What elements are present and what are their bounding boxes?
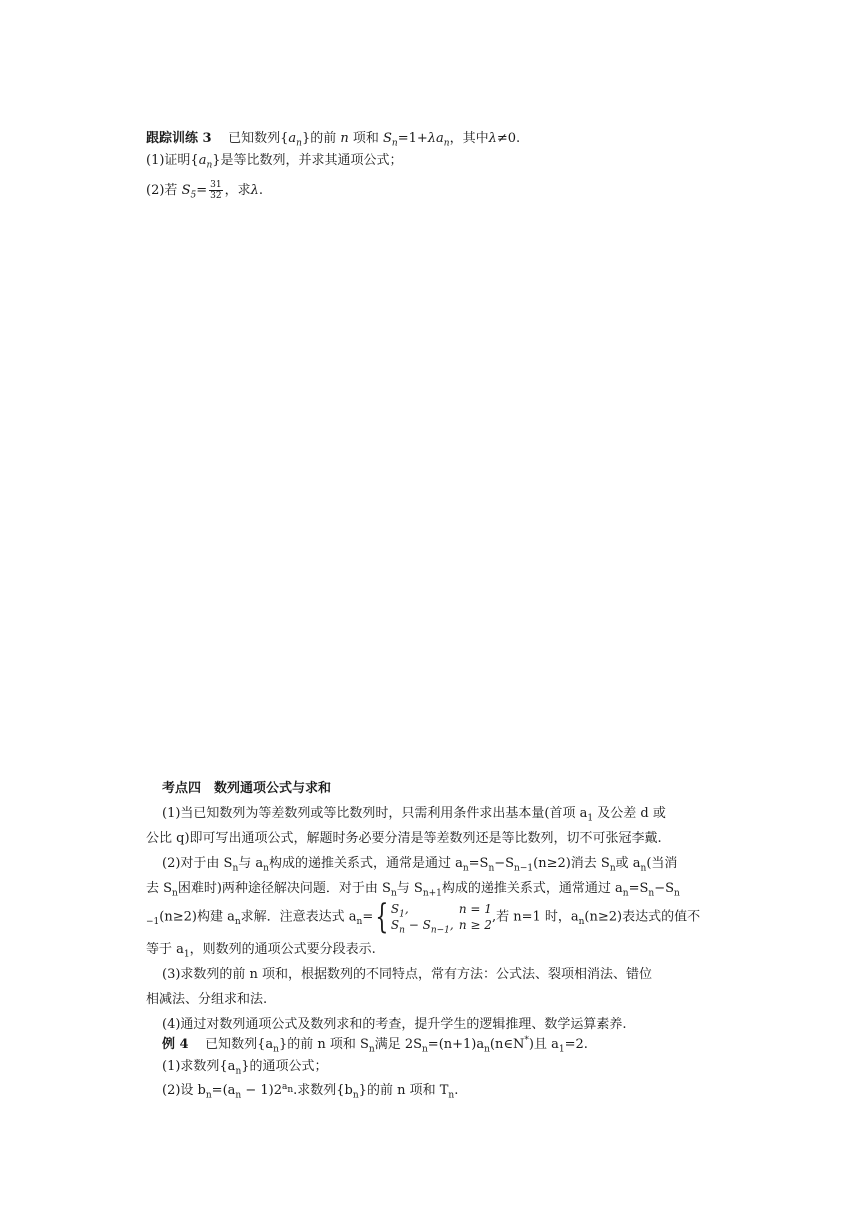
paragraph-1-line-1: (1)当已知数列为等差数列或等比数列时，只需利用条件求出基本量(首项 $a_1$ 及公差 d 或 [162, 806, 666, 824]
paragraph-2-line-2: 去 $S_n$困难时)两种途径解决问题．对于由 $S_n$与 $S_{n+1}$构成的递推关系式，通常通过 $a_n=S_n-S_n$ [146, 881, 680, 899]
example-heading: 例 4 [162, 1037, 189, 1052]
exercise-part-2: (2)若 $S_5=$ $\frac{31}{32}$ ，求λ. [146, 180, 263, 201]
piecewise-cases: $S_1$, n = 1 $S_n - S_{n-1}$, n ≥ 2 [390, 902, 492, 936]
section-title: 考点四 数列通项公式与求和 [162, 781, 332, 796]
paragraph-2-line-4: 等于 $a_1$，则数列的通项公式要分段表示. [146, 942, 376, 960]
paragraph-3-line-2: 相减法、分组求和法. [146, 992, 268, 1007]
left-brace: { [375, 897, 389, 937]
exercise-stem: 跟踪训练 3 已知数列$\{a_n\}$的前 n 项和 $S_n=1+\lambda a_n$，其中λ≠0. [146, 131, 521, 149]
example-question-2: (2)设 $b_n=(a_n - 1)2^{a_n}$.求数列$\{b_n\}$的前 n 项和 $T_n$. [162, 1081, 459, 1101]
paragraph-3-line-1: (3)求数列的前 n 项和，根据数列的不同特点，常有方法：公式法、裂项相消法、错位 [162, 967, 653, 982]
paragraph-4-line-1: (4)通过对数列通项公式及数列求和的考查，提升学生的逻辑推理、数学运算素养. [162, 1017, 627, 1032]
exercise-part-1: (1)证明$\{a_n\}$是等比数列，并求其通项公式； [146, 153, 403, 171]
example-stem: 例 4 已知数列$\{a_n\}$的前 n 项和 $S_n$满足 $2S_n=(n+1)a_n(n\in N^*)$且 $a_1=2$. [162, 1035, 588, 1055]
example-question-1: (1)求数列$\{a_n\}$的通项公式； [162, 1059, 328, 1077]
paragraph-2-line-3: $_{-1}$(n≥2)构建 $a_n$求解．注意表达式 $a_n=${ $S_1$, n = 1 $S_n - S_{n-1}$, n ≥ 2 ,若 n=1 时，$a_n(n\ge 2)$表达式的值不 [146, 897, 701, 937]
fraction: $\frac{31}{32}$ [210, 180, 222, 201]
exercise-heading: 跟踪训练 3 [146, 131, 212, 146]
paragraph-2-line-1: (2)对于由 $S_n$与 $a_n$构成的递推关系式，通常是通过 $a_n=S_n-S_{n-1}(n\ge 2)$消去 $S_n$或 $a_n$(当消 [162, 856, 678, 874]
paragraph-1-line-2: 公比 q)即可写出通项公式，解题时务必要分清是等差数列还是等比数列，切不可张冠李戴. [146, 831, 662, 846]
